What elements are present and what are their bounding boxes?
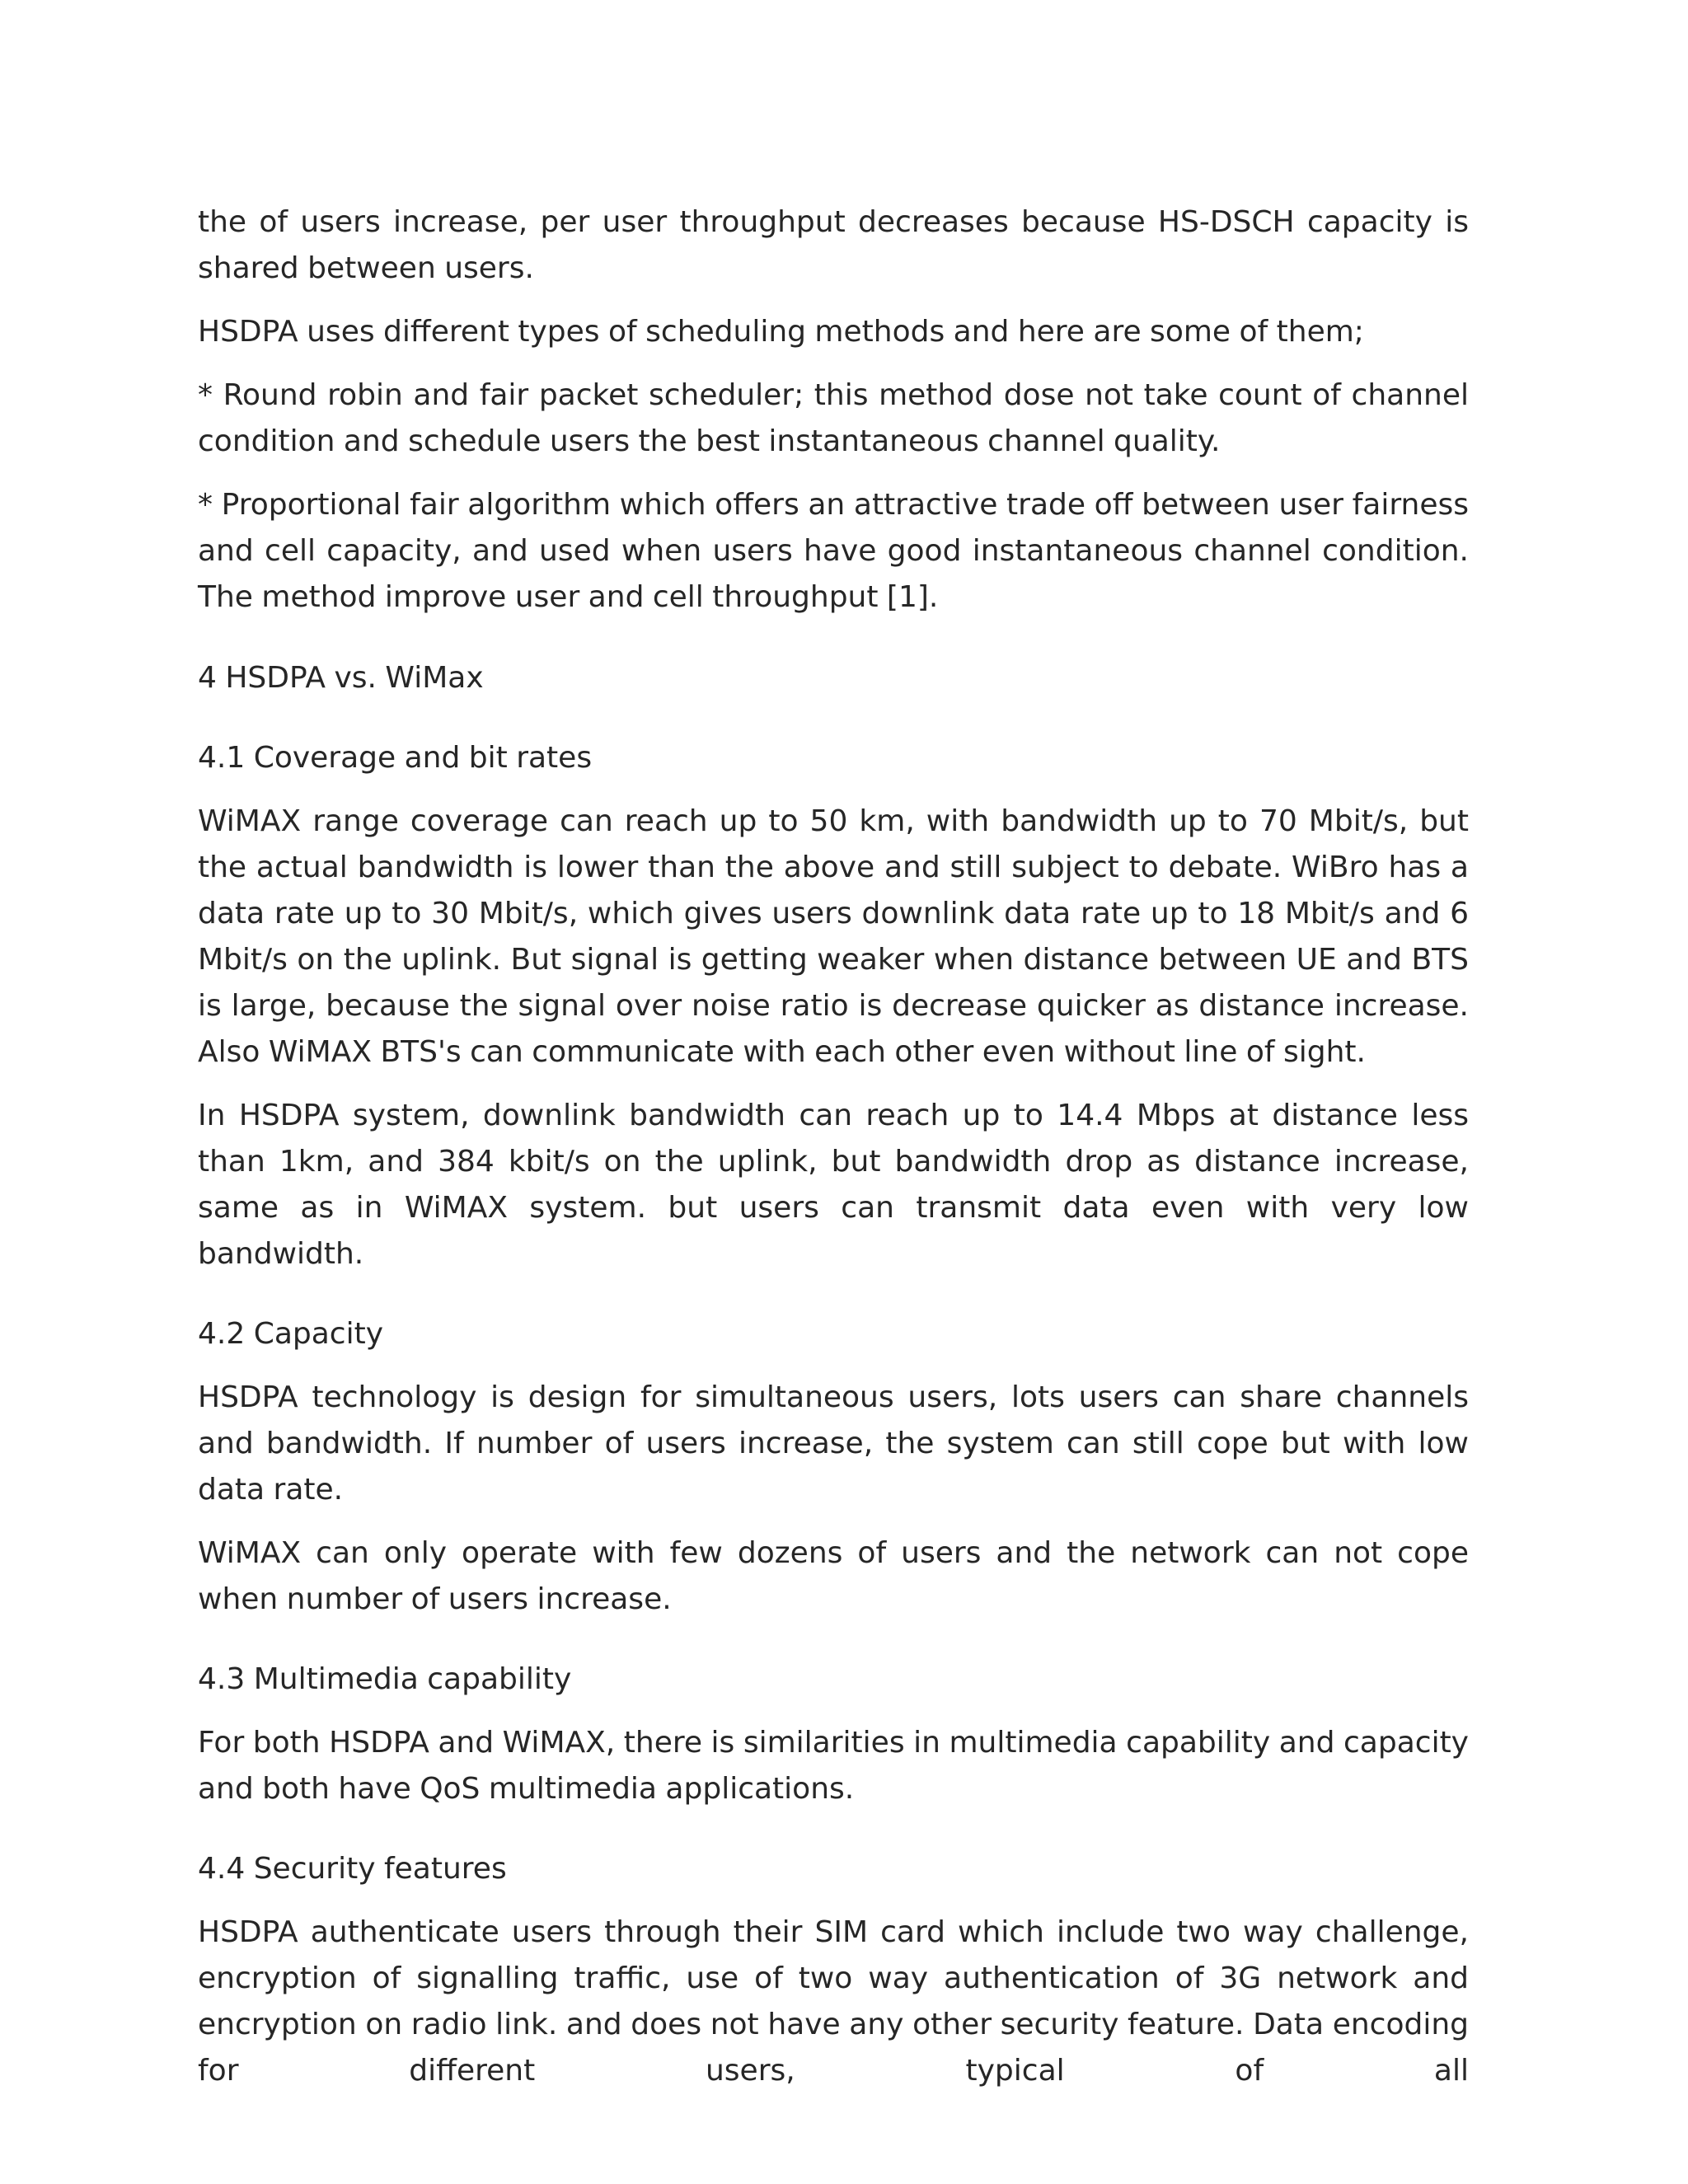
paragraph-wimax-capacity: WiMAX can only operate with few dozens of users and the network can not cope when number of users increase. <box>198 1536 1469 1616</box>
paragraph-security: HSDPA authenticate users through their SIM card which include two way challenge, encryption of signalling traffic, use of two way authentication of 3G network and encryption on radio link. and does not have any other security feature. Data encoding for different users, typical of all <box>198 1915 1469 2088</box>
document-body <box>198 199 1469 2111</box>
section-heading-capacity: 4.2 Capacity <box>198 1317 384 1351</box>
paragraph-multimedia: For both HSDPA and WiMAX, there is similarities in multimedia capability and capacity and both have QoS multimedia applications. <box>198 1726 1469 1806</box>
paragraph-hsdpa-coverage: In HSDPA system, downlink bandwidth can reach up to 14.4 Mbps at distance less than 1km, and 384 kbit/s on the uplink, but bandwidth drop as distance increase, same as in WiMAX system. but users can transmit data even with very low bandwidth. <box>198 1099 1469 1271</box>
paragraph-scheduling-intro: HSDPA uses different types of scheduling methods and here are some of them; <box>198 315 1364 349</box>
paragraph-round-robin: * Round robin and fair packet scheduler; this method dose not take count of channel condition and schedule users the best instantaneous channel quality. <box>198 378 1469 458</box>
section-heading-multimedia: 4.3 Multimedia capability <box>198 1662 572 1696</box>
paragraph-hsdpa-capacity: HSDPA technology is design for simultaneous users, lots users can share channels and bandwidth. If number of users increase, the system can still cope but with low data rate. <box>198 1380 1469 1507</box>
section-heading-coverage: 4.1 Coverage and bit rates <box>198 741 593 775</box>
paragraph-hsdsch-shared: the of users increase, per user throughput decreases because HS-DSCH capacity is shared between users. <box>198 205 1469 285</box>
section-heading-hsdpa-vs-wimax: 4 HSDPA vs. WiMax <box>198 661 484 695</box>
paragraph-proportional-fair: * Proportional fair algorithm which offers an attractive trade off between user fairness and cell capacity, and used when users have good instantaneous channel condition. The method improve user and cell throughput [1]. <box>198 488 1469 614</box>
section-heading-security: 4.4 Security features <box>198 1852 507 1886</box>
paragraph-wimax-coverage: WiMAX range coverage can reach up to 50 km, with bandwidth up to 70 Mbit/s, but the actual bandwidth is lower than the above and still subject to debate. WiBro has a data rate up to 30 Mbit/s, which gives users downlink data rate up to 18 Mbit/s and 6 Mbit/s on the uplink. But signal is getting weaker when distance between UE and BTS is large, because the signal over noise ratio is decrease quicker as distance increase. Also WiMAX BTS's can communicate with each other even without line of sight. <box>198 804 1469 1069</box>
